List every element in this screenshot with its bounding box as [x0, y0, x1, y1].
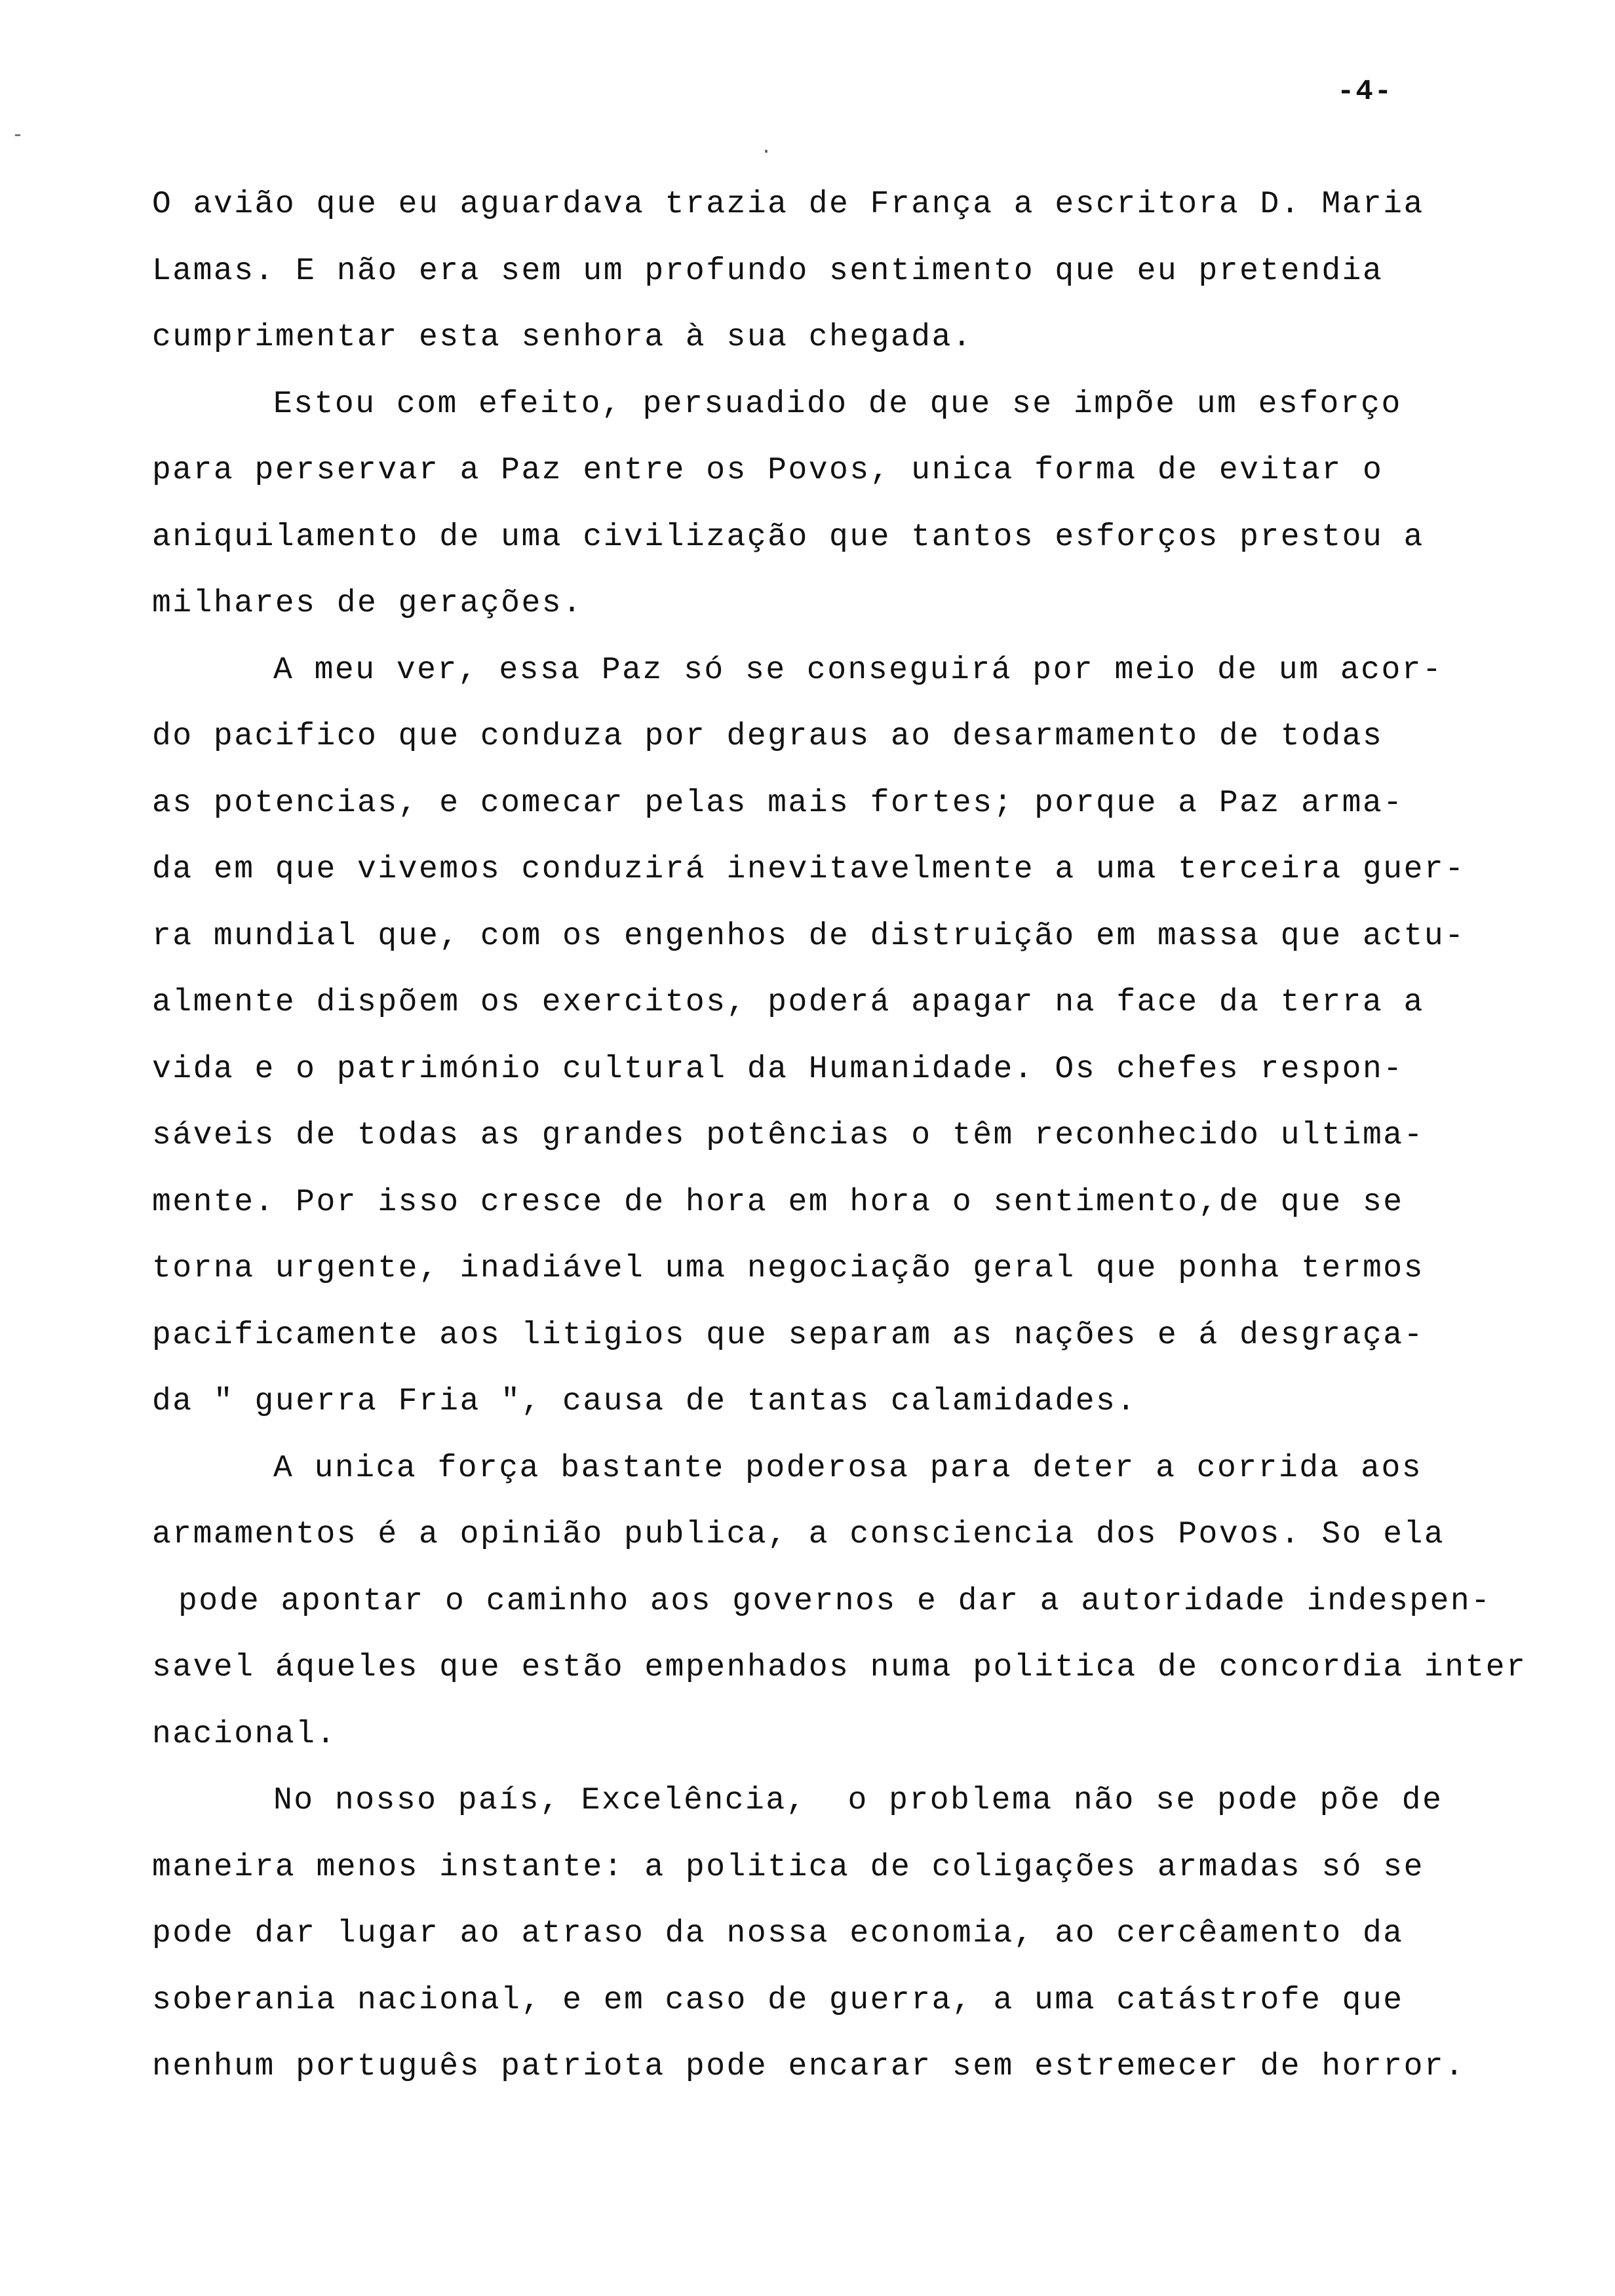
margin-mark: - [12, 124, 24, 147]
text-line: Estou com efeito, persuadido de que se impõe um esforço [273, 386, 1402, 422]
text-line: savel áqueles que estão empenhados numa politica de concordia inter [152, 1650, 1527, 1685]
text-line: soberania nacional, e em caso de guerra, a uma catástrofe que [152, 1982, 1404, 2018]
text-line: A unica força bastante poderosa para deter a corrida aos [273, 1450, 1423, 1486]
text-line: ra mundial que, com os engenhos de distruição em massa que actu- [152, 918, 1466, 954]
text-line: da em que vivemos conduzirá inevitavelmente a uma terceira guer- [152, 852, 1466, 887]
text-line: pode dar lugar ao atraso da nossa economia, ao cercêamento da [152, 1916, 1404, 1951]
text-line: vida e o património cultural da Humanidade. Os chefes respon- [152, 1051, 1404, 1087]
margin-mark: · [760, 141, 773, 163]
text-line: maneira menos instante: a politica de coligações armadas só se [152, 1849, 1424, 1885]
text-line: pode apontar o caminho aos governos e dar a autoridade indespen- [178, 1583, 1492, 1619]
text-line: A meu ver, essa Paz só se conseguirá por meio de um acor- [273, 652, 1443, 688]
text-line: armamentos é a opinião publica, a consciencia dos Povos. So ela [152, 1517, 1445, 1552]
text-line: nenhum português patriota pode encarar sem estremecer de horror. [152, 2049, 1466, 2084]
text-line: cumprimentar esta senhora à sua chegada. [152, 320, 973, 355]
text-line: Lamas. E não era sem um profundo sentimento que eu pretendia [152, 253, 1384, 289]
body-text [152, 172, 1527, 2101]
text-line: milhares de gerações. [152, 586, 583, 621]
text-line: O avião que eu aguardava trazia de França a escritora D. Maria [152, 187, 1424, 222]
text-line: pacificamente aos litigios que separam as nações e á desgraça- [152, 1317, 1424, 1353]
text-line: as potencias, e comecar pelas mais fortes; porque a Paz arma- [152, 785, 1404, 821]
text-line: do pacifico que conduza por degraus ao desarmamento de todas [152, 719, 1384, 754]
text-line: nacional. [152, 1716, 337, 1752]
text-line: da " guerra Fria ", causa de tantas calamidades. [152, 1384, 1137, 1419]
page-number: -4- [1337, 75, 1393, 108]
text-line: No nosso país, Excelência, o problema não se pode põe de [273, 1783, 1443, 1818]
text-line: aniquilamento de uma civilização que tantos esforços prestou a [152, 519, 1424, 555]
text-line: sáveis de todas as grandes potências o têm reconhecido ultima- [152, 1118, 1424, 1153]
text-line: para perservar a Paz entre os Povos, unica forma de evitar o [152, 453, 1384, 488]
text-line: mente. Por isso cresce de hora em hora o sentimento,de que se [152, 1184, 1404, 1220]
text-line: almente dispõem os exercitos, poderá apagar na face da terra a [152, 985, 1424, 1020]
text-line: torna urgente, inadiável uma negociação geral que ponha termos [152, 1251, 1424, 1286]
